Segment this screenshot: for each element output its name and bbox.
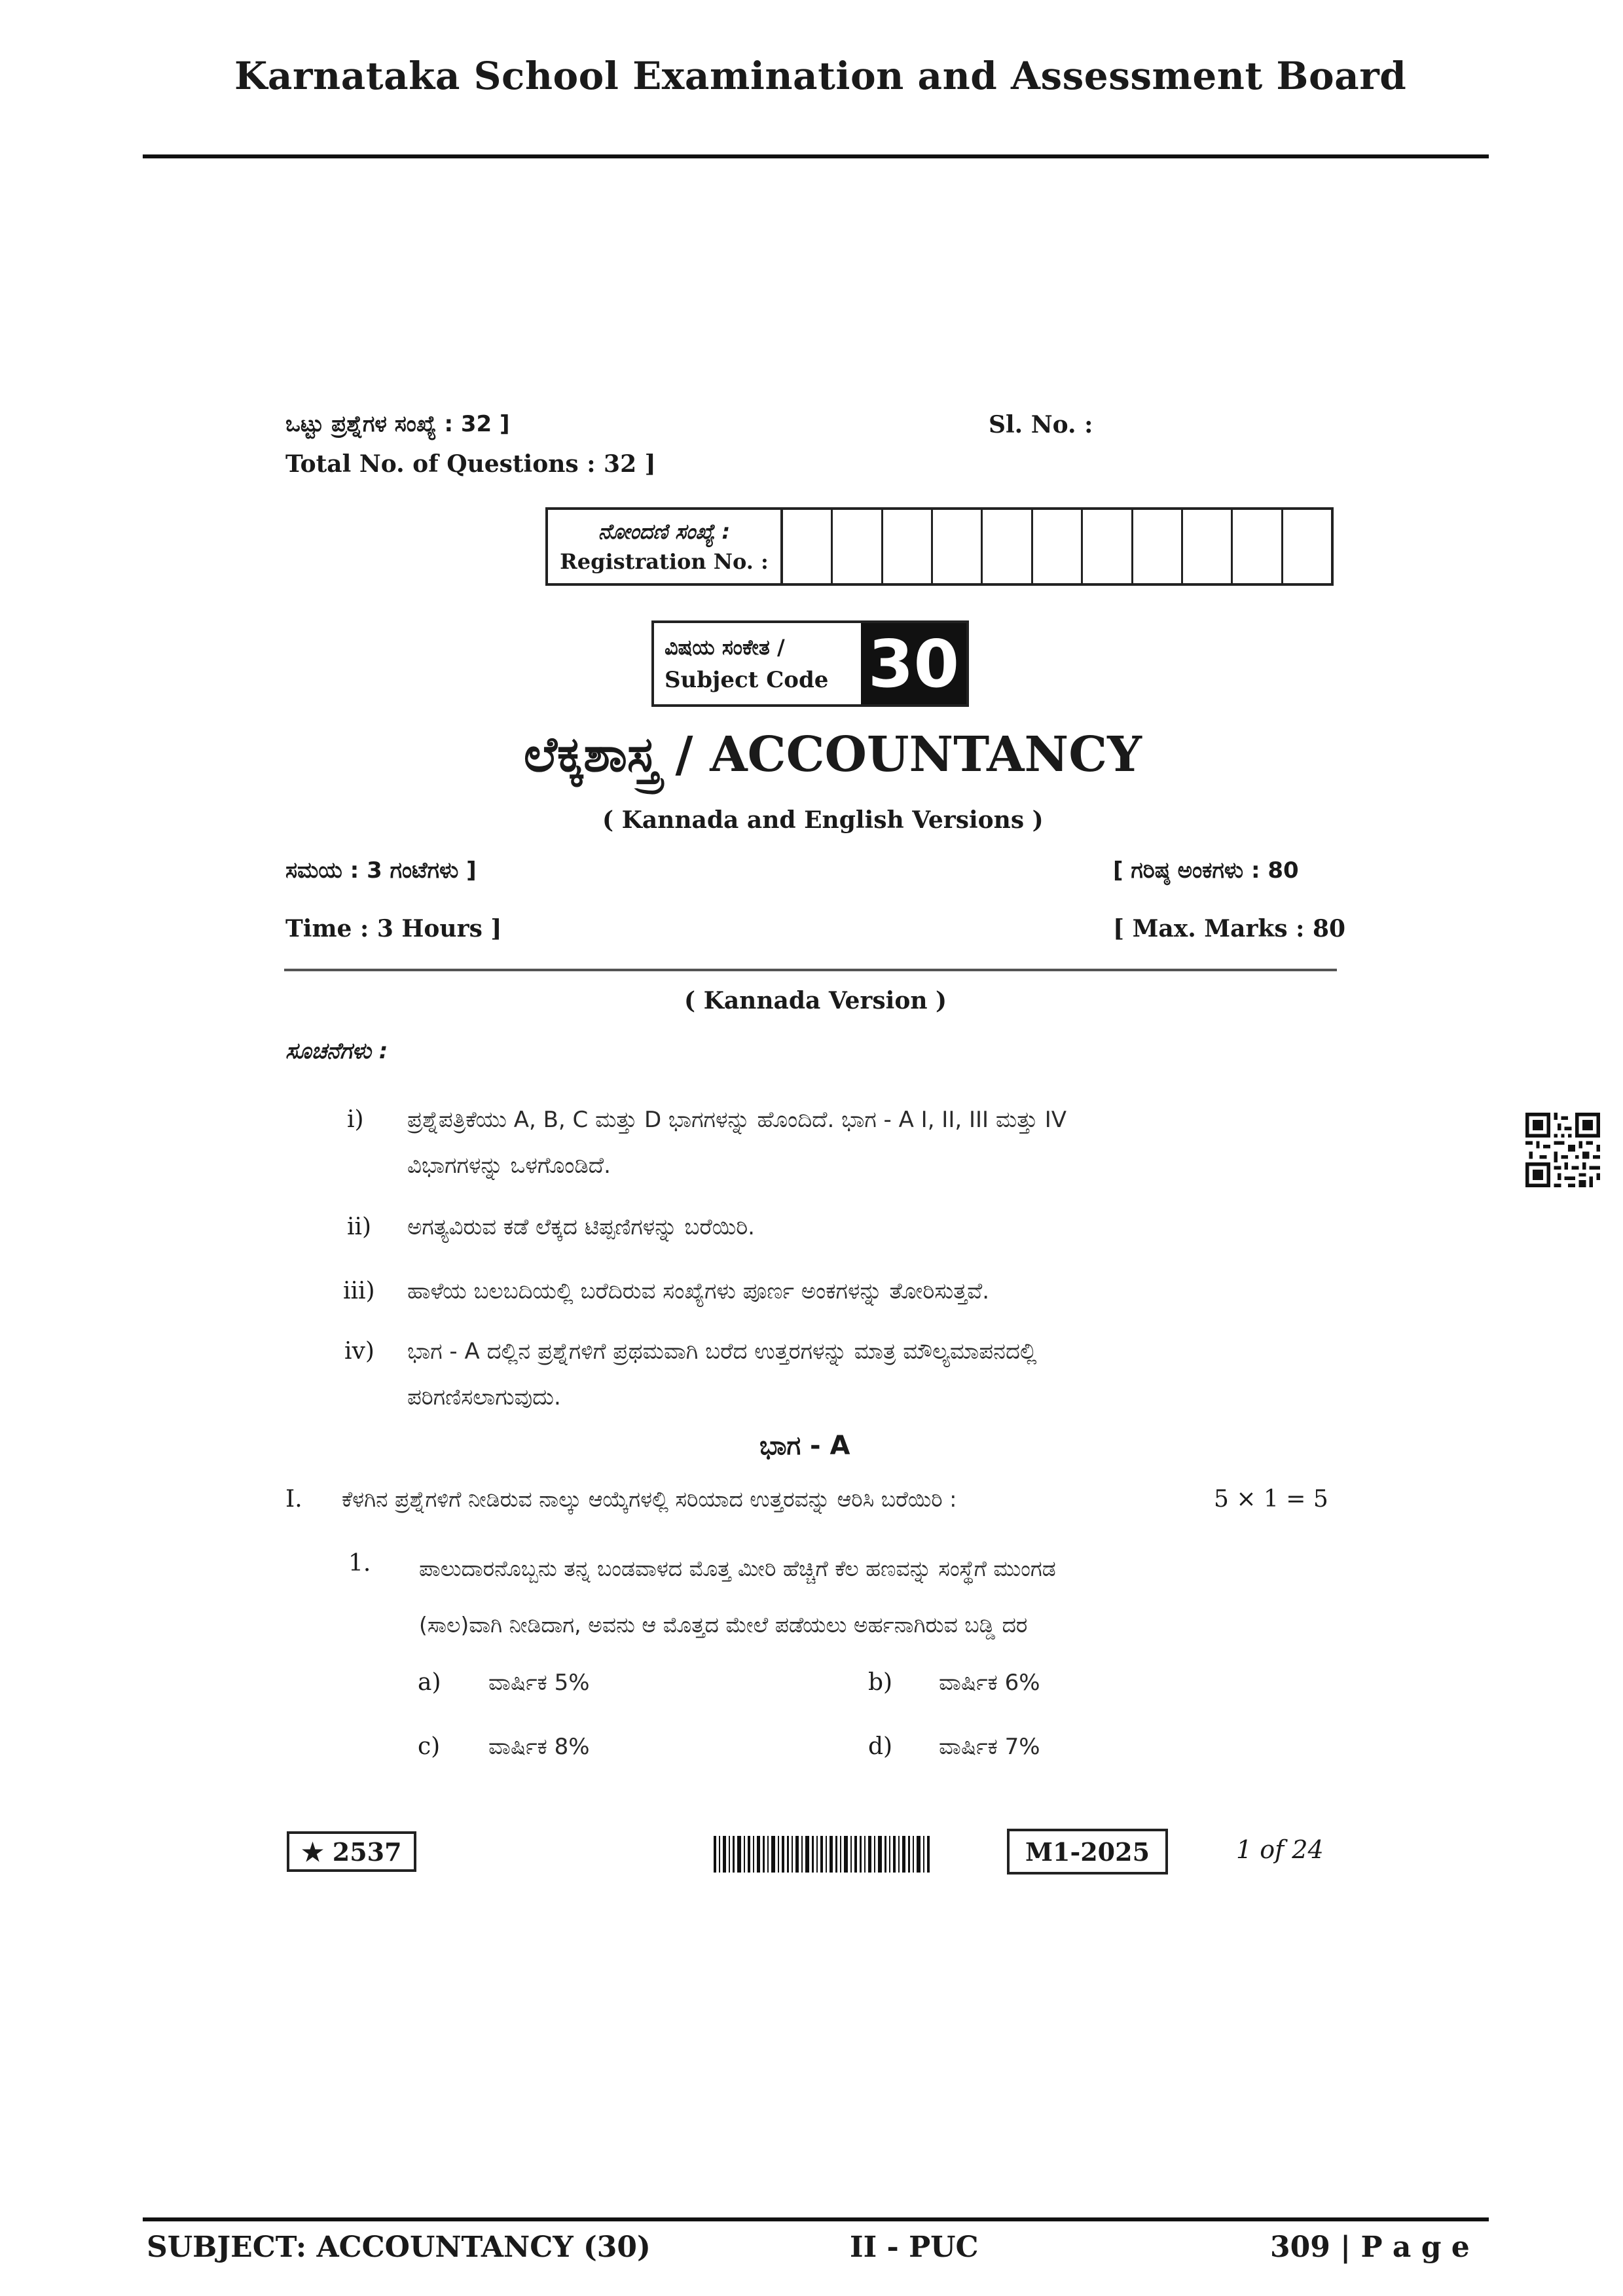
option-label: a) <box>418 1669 441 1696</box>
instruction-num: i) <box>347 1106 364 1133</box>
marks-kn: [ ಗರಿಷ್ಠ ಅಂಕಗಳು : 80 <box>1113 857 1299 884</box>
question-text: ಪಾಲುದಾರನೊಬ್ಬನು ತನ್ನ ಬಂಡವಾಳದ ಮೊತ್ತ ಮೀರಿ ಹೆಚ್ಚಿಗೆ ಕೆಲ ಹಣವನ್ನು ಸಂಸ್ಥೆಗೆ ಮುಂಗಡ (ಸಾಲ)ವಾಗಿ ನೀಡಿದಾಗ, ಅವನು ಆ ಮೊತ್ತದ ಮೇಲೆ ಪಡೆಯಲು ಅರ್ಹನಾಗಿರುವ ಬಡ್ಡಿ ದರ <box>419 1556 1056 1638</box>
registration-cell[interactable] <box>883 510 933 583</box>
subject-title: ಲೆಕ್ಕಶಾಸ್ತ್ರ / ACCOUNTANCY <box>524 726 1142 783</box>
instruction-text: ಪ್ರಶ್ನೆಪತ್ರಿಕೆಯು A, B, C ಮತ್ತು D ಭಾಗಗಳನ್ನು ಹೊಂದಿದೆ. ಭಾಗ - A I, II, III ಮತ್ತು IV ವಿಭಾಗಗಳನ್ನು ಒಳಗೊಂಡಿದೆ. <box>407 1107 1067 1179</box>
instruction-text: ಭಾಗ - A ದಲ್ಲಿನ ಪ್ರಶ್ನೆಗಳಿಗೆ ಪ್ರಥಮವಾಗಿ ಬರೆದ ಉತ್ತರಗಳನ್ನು ಮಾತ್ರ ಮೌಲ್ಯಮಾಪನದಲ್ಲಿ ಪರಿಗಣಿಸಲಾಗುವುದು. <box>407 1338 1037 1410</box>
qr-code-icon <box>1525 1113 1600 1187</box>
option-label: d) <box>868 1733 893 1760</box>
registration-cell[interactable] <box>1033 510 1083 583</box>
registration-box <box>545 507 1334 586</box>
registration-cell[interactable] <box>983 510 1032 583</box>
time-kn: ಸಮಯ : 3 ಗಂಟೆಗಳು ] <box>285 857 477 884</box>
footer-class: II - PUC <box>850 2231 979 2264</box>
subject-code-value: 30 <box>861 623 966 704</box>
registration-label: ನೋಂದಣಿ ಸಂಖ್ಯೆ : Registration No. : <box>548 510 783 583</box>
header-rule <box>143 154 1489 158</box>
registration-cell[interactable] <box>1083 510 1133 583</box>
subject-code-label-kn: ವಿಷಯ ಸಂಕೇತ / <box>665 635 785 660</box>
instructions-label: ಸೂಚನೆಗಳು : <box>285 1038 388 1064</box>
instruction-text: ಅಗತ್ಯವಿರುವ ಕಡೆ ಲೆಕ್ಕದ ಟಿಪ್ಪಣಿಗಳನ್ನು ಬರೆಯಿರಿ. <box>407 1214 755 1240</box>
page-count: 1 of 24 <box>1236 1835 1324 1864</box>
option-label: c) <box>418 1733 441 1760</box>
registration-cell[interactable] <box>833 510 883 583</box>
exam-code-tag: M1-2025 <box>1007 1829 1168 1874</box>
instruction-text: ಹಾಳೆಯ ಬಲಬದಿಯಲ್ಲಿ ಬರೆದಿರುವ ಸಂಖ್ಯೆಗಳು ಪೂರ್ಣ ಅಂಕಗಳನ್ನು ತೋರಿಸುತ್ತವೆ. <box>407 1278 990 1304</box>
total-questions-en: Total No. of Questions : 32 ] <box>285 450 656 478</box>
instruction-num: ii) <box>347 1213 372 1240</box>
registration-cell[interactable] <box>1133 510 1183 583</box>
time-en: Time : 3 Hours ] <box>285 915 502 942</box>
barcode-icon <box>714 1836 930 1873</box>
option-text: ವಾರ್ಷಿಕ 5% <box>488 1670 590 1696</box>
total-questions-kn: ಒಟ್ಟು ಪ್ರಶ್ನೆಗಳ ಸಂಖ್ಯೆ : 32 ] <box>285 411 510 437</box>
footer-rule <box>143 2217 1489 2221</box>
option-text: ವಾರ್ಷಿಕ 8% <box>488 1734 590 1760</box>
serial-number-label: Sl. No. : <box>989 411 1093 439</box>
instruction-num: iv) <box>344 1338 374 1365</box>
subject-code-box <box>651 620 969 707</box>
footer-subject: SUBJECT: ACCOUNTANCY (30) <box>147 2231 651 2264</box>
subject-code-label-en: Subject Code <box>665 667 829 693</box>
versions-note: ( Kannada and English Versions ) <box>602 806 1044 834</box>
footer-page-number: 309 | P a g e <box>1270 2231 1470 2264</box>
registration-cell[interactable] <box>1233 510 1283 583</box>
part-heading: ಭಾಗ - A <box>759 1431 850 1461</box>
registration-cell[interactable] <box>1283 510 1331 583</box>
option-text: ವಾರ್ಷಿಕ 7% <box>939 1734 1040 1760</box>
board-title: Karnataka School Examination and Assessment Board <box>234 54 1407 98</box>
instruction-num: iii) <box>343 1278 375 1304</box>
kannada-version-label: ( Kannada Version ) <box>684 987 947 1014</box>
registration-cell[interactable] <box>783 510 833 583</box>
section-divider <box>284 969 1337 971</box>
option-label: b) <box>868 1669 893 1696</box>
registration-cell[interactable] <box>1183 510 1233 583</box>
section-number: I. <box>285 1486 302 1513</box>
section-instruction: ಕೆಳಗಿನ ಪ್ರಶ್ನೆಗಳಿಗೆ ನೀಡಿರುವ ನಾಲ್ಕು ಆಯ್ಕೆಗಳಲ್ಲಿ ಸರಿಯಾದ ಉತ್ತರವನ್ನು ಆರಿಸಿ ಬರೆಯಿರಿ : <box>342 1486 957 1512</box>
serial-tag: ★ 2537 <box>287 1831 416 1872</box>
marks-en: [ Max. Marks : 80 <box>1113 915 1346 942</box>
section-marks: 5 × 1 = 5 <box>1214 1486 1328 1513</box>
option-text: ವಾರ್ಷಿಕ 6% <box>939 1670 1040 1696</box>
question-number: 1. <box>348 1550 371 1577</box>
registration-cell[interactable] <box>933 510 983 583</box>
